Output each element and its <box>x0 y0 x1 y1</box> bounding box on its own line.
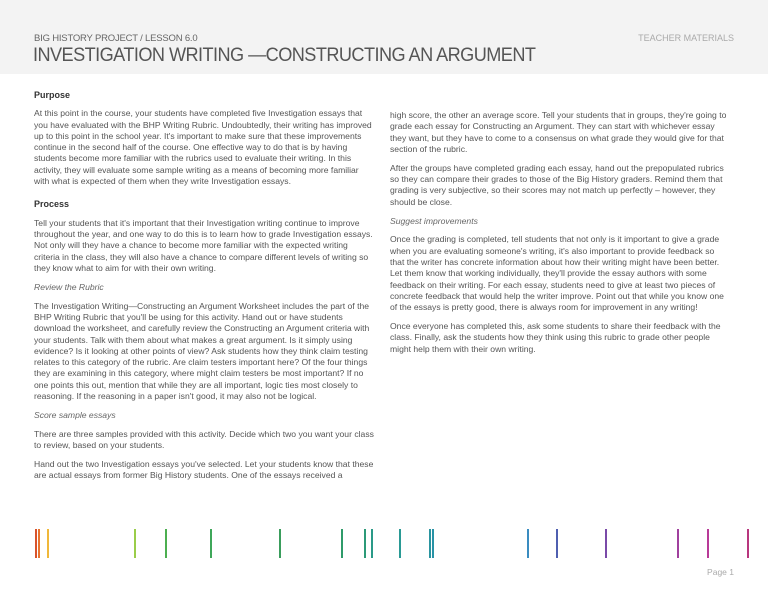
page-header <box>0 0 768 74</box>
breadcrumb: BIG HISTORY PROJECT / LESSON 6.0 <box>34 33 198 44</box>
left-column <box>34 82 374 489</box>
subheading-score-samples: Score sample essays <box>34 409 116 420</box>
color-bar <box>371 529 373 558</box>
color-bar <box>35 529 37 558</box>
color-bar <box>677 529 679 558</box>
paragraph: Hand out the two Investigation essays you've selected. Let your students know that these are actual essays from former Big History students. One of the essays received a <box>34 458 374 481</box>
color-bar <box>165 529 167 558</box>
heading-process: Process <box>34 199 70 210</box>
color-bar <box>38 529 40 558</box>
paragraph: high score, the other an average score. Tell your students that in groups, they're going to grade each essay for Constructing an Argument. They can start with whichever essay they want, but they have to come to a consensus on what grade they would give for that section of the rubric. <box>390 110 727 154</box>
color-bar <box>707 529 709 558</box>
paragraph: There are three samples provided with this activity. Decide which two you want your class to review, based on your students. <box>34 428 374 451</box>
paragraph: At this point in the course, your students have completed five Investigation essays that you have evaluated with the BHP Writing Rubric. Undoubtedly, their writing has improved up to this point in the school year. It's important to make sure that these improvements continue in the second half of the course. One effective way to do that is by having students become more familiar with the rubrics used to evaluate their writing. In this activity, they will evaluate some sample writing as a means of becoming more familiar with what is expected of them when they write Investigation essays. <box>34 108 372 187</box>
color-bar <box>605 529 607 558</box>
color-bar <box>134 529 136 558</box>
paragraph: The Investigation Writing—Constructing an Argument Worksheet includes the part of the BHP Writing Rubric that you'll be using for this activity. Hand out or have students download the worksheet, and carefully review the Constructing an Argument criteria with your students. Talk with them about what makes a great argument. Is it simply using evidence? Is it looking at other points of view? Ask students how they think claim testing relates to this category of the rubric. Are claim testers important here? Of the four things they are examining in this category, where might claim testers be most important? If no one points this out, mention that while they are all important, logic ties most closely to reasoning. If the reasoning in a paper isn't good, it may also not be logical. <box>34 300 370 402</box>
page-title: INVESTIGATION WRITING —CONSTRUCTING AN ARGUMENT <box>33 44 536 66</box>
color-bar <box>341 529 343 558</box>
color-bar <box>527 529 529 558</box>
paragraph: After the groups have completed grading each essay, hand out the prepopulated rubrics so they can compare their grades to those of the Big History graders. Remind them that grading is very subjective, so their scores may not match up perfectly – however, they should be close. <box>390 162 724 207</box>
color-bar <box>364 529 366 558</box>
color-bar <box>210 529 212 558</box>
page-number: Page 1 <box>707 567 734 577</box>
teacher-materials-label: TEACHER MATERIALS <box>638 33 734 43</box>
color-bar <box>556 529 558 558</box>
paragraph: Tell your students that it's important that their Investigation writing continue to improve throughout the year, and one way to do this is to learn how to grade Investigation essays. Not only will they have a chance to become more familiar with the expected writing criteria in the class, they will also have a chance to compare different levels of writing so they know what to aim for with their own writing. <box>34 217 373 273</box>
color-bar <box>747 529 749 558</box>
paragraph: Once the grading is completed, tell students that not only is it important to give a grade when you are evaluating someone's writing, it's also important to provide feedback so that the writer has concrete information about how their writing might have been better. Let them know that working individually, they'll provide the essay authors with some feedback on their writing. For each essay, students need to give at least two pieces of concrete feedback that would help the writer improve. Point out that while you know one of the essays is pretty good, there is always room for improvement in any writing! <box>390 234 724 313</box>
color-bar <box>429 529 431 558</box>
paragraph: Once everyone has completed this, ask some students to share their feedback with the class. Finally, ask the students how they think using this rubric to grade other people might help them with their own writing. <box>390 321 721 354</box>
color-bar <box>432 529 434 558</box>
right-column <box>390 110 730 363</box>
color-bar <box>399 529 401 558</box>
color-bar <box>47 529 49 558</box>
color-bar <box>279 529 281 558</box>
subheading-suggest-improvements: Suggest improvements <box>390 215 478 226</box>
heading-purpose: Purpose <box>34 90 71 100</box>
subheading-review-rubric: Review the Rubric <box>34 281 104 292</box>
